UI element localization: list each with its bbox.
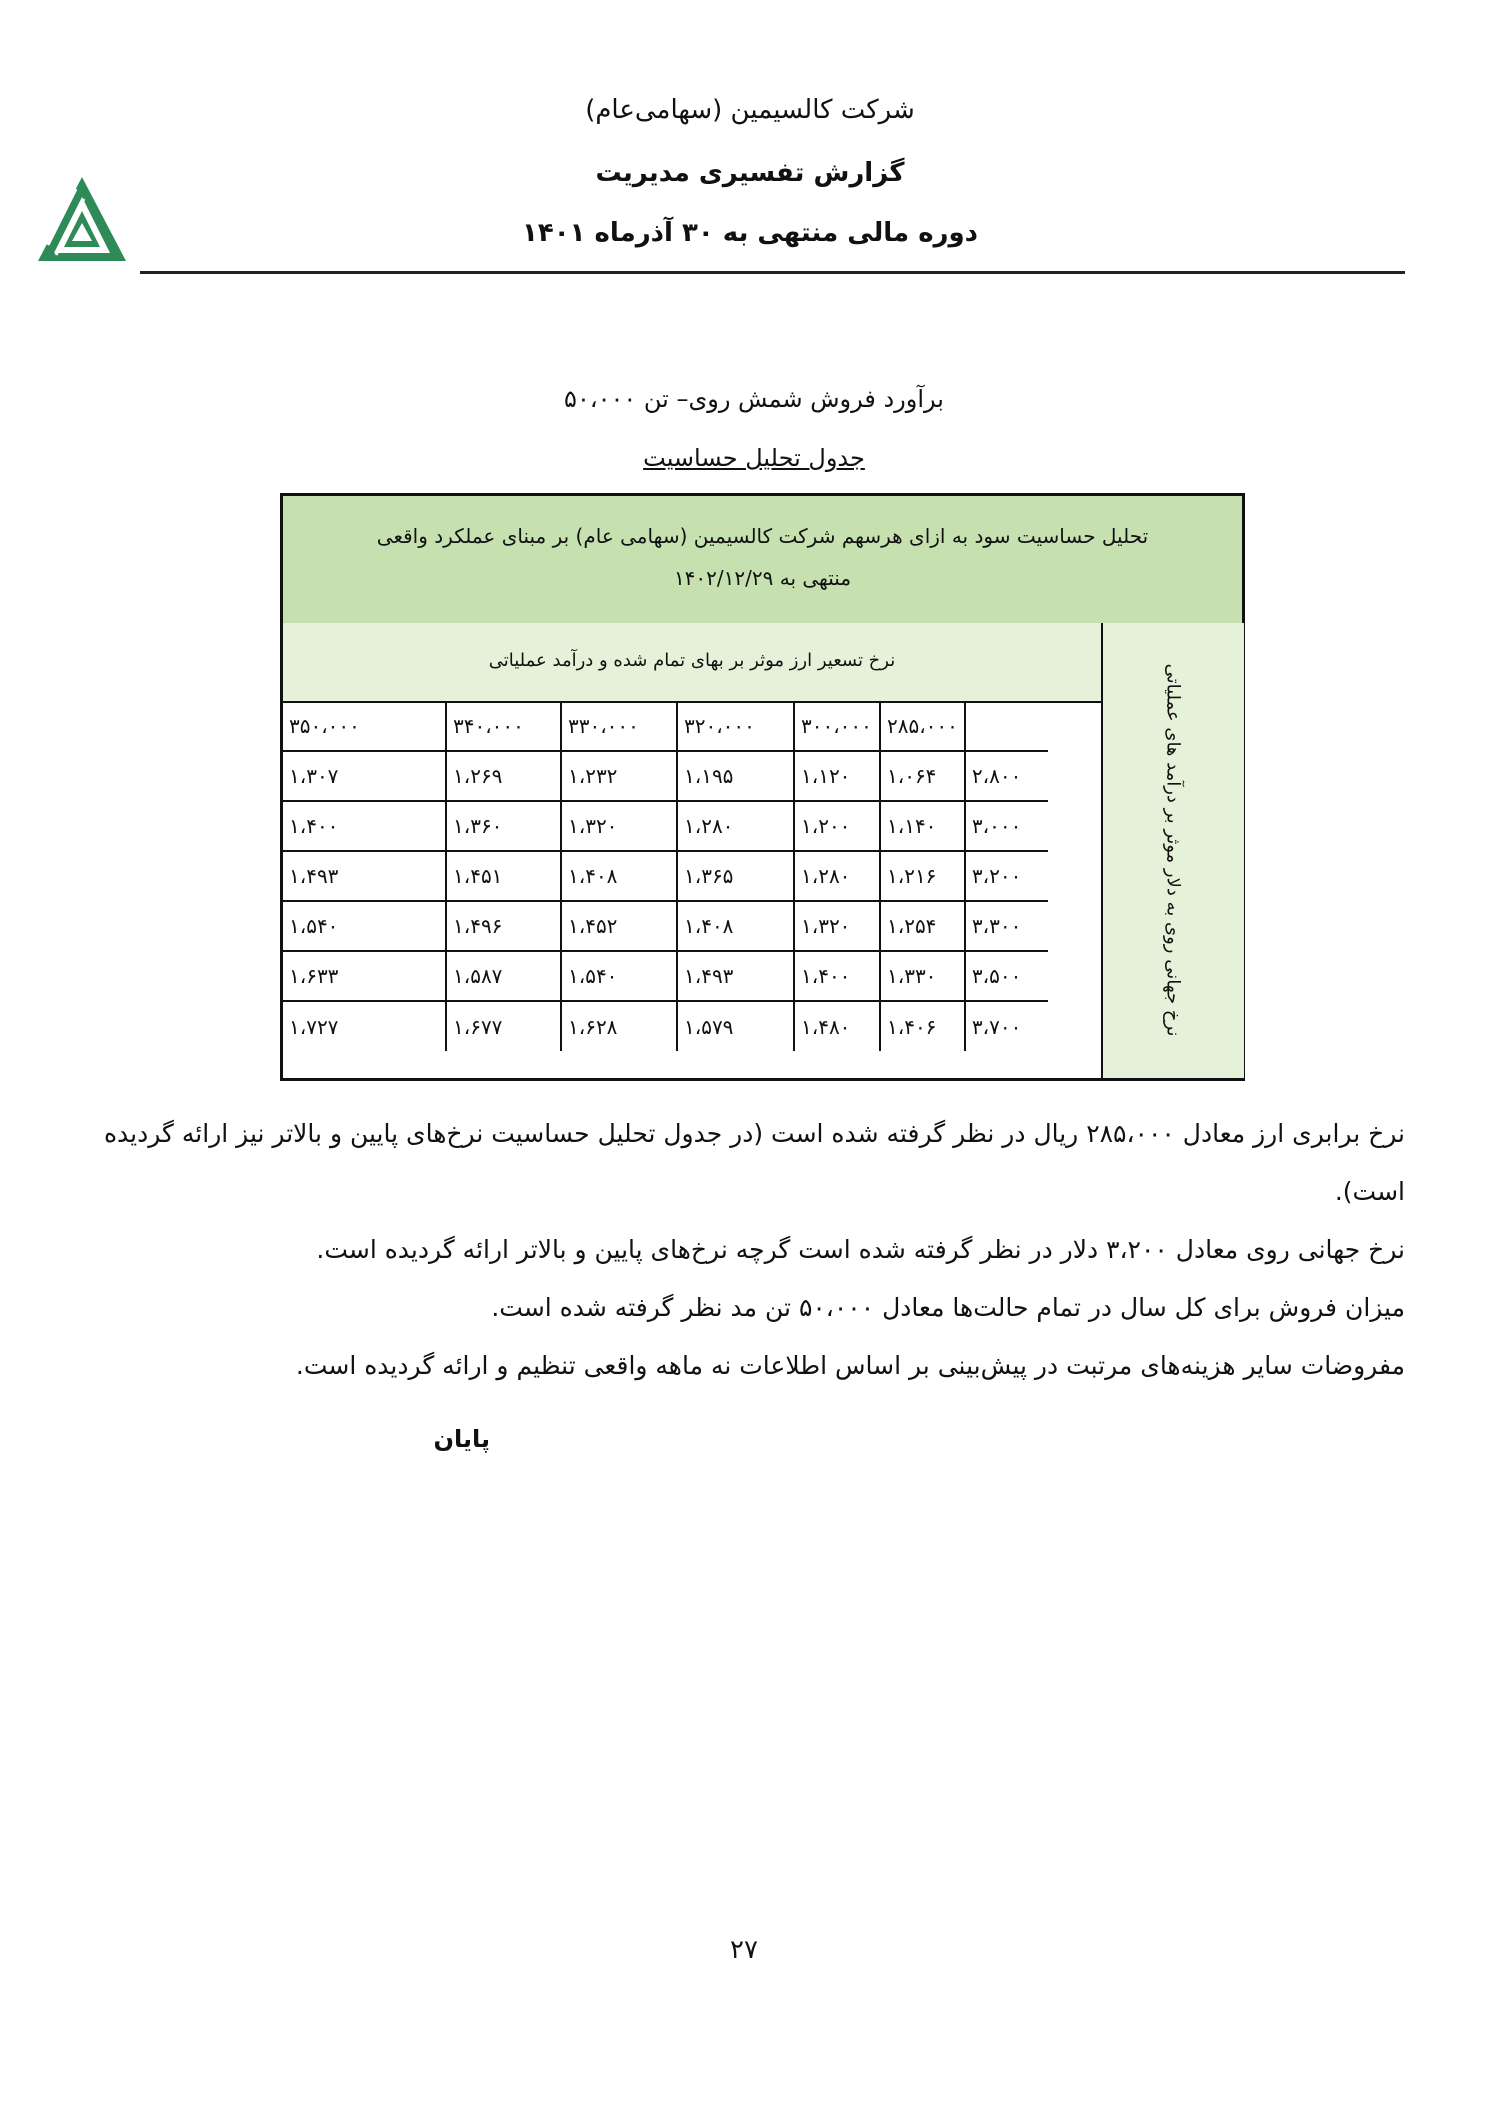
table-row — [283, 751, 1048, 801]
note-paragraph: میزان فروش برای کل سال در تمام حالت‌ها معادل ۵۰،۰۰۰ تن مد نظر گرفته شده است. — [491, 1293, 1405, 1322]
zinc-price-label: نرخ جهانی روی به دلار موثر بر درآمد های عملیاتی — [1162, 663, 1184, 1037]
column-header: ۳۳۰،۰۰۰ — [561, 701, 677, 751]
row-label: ۲،۸۰۰ — [965, 751, 1048, 801]
row-label: ۳،۵۰۰ — [965, 951, 1048, 1001]
table-title-line1: تحلیل حساسیت سود به ازای هرسهم شرکت کالسیمین (سهامی عام) بر مبنای عملکرد واقعی — [376, 524, 1149, 548]
table-row — [283, 1001, 1048, 1051]
table-cell: ۱،۲۵۴ — [880, 901, 965, 951]
table-cell: ۱،۳۰۷ — [283, 751, 446, 801]
assumption-notes — [90, 1105, 1405, 1395]
table-cell: ۱،۴۵۱ — [446, 851, 561, 901]
column-header: ۳۰۰،۰۰۰ — [794, 701, 880, 751]
column-header: ۳۴۰،۰۰۰ — [446, 701, 561, 751]
table-cell: ۱،۴۰۸ — [677, 901, 794, 951]
table-title — [283, 496, 1242, 625]
row-label: ۳،۰۰۰ — [965, 801, 1048, 851]
table-row — [283, 901, 1048, 951]
company-name: شرکت کالسیمین (سهامی‌عام) — [585, 95, 915, 125]
table-cell: ۱،۴۸۰ — [794, 1001, 880, 1051]
table-cell: ۱،۳۶۰ — [446, 801, 561, 851]
table-cell: ۱،۱۴۰ — [880, 801, 965, 851]
table-row — [283, 801, 1048, 851]
table-cell: ۱،۲۸۰ — [794, 851, 880, 901]
table-cell: ۱،۷۲۷ — [283, 1001, 446, 1051]
table-cell: ۱،۴۹۳ — [283, 851, 446, 901]
table-cell: ۱،۲۱۶ — [880, 851, 965, 901]
page-number: ۲۷ — [730, 1935, 758, 1965]
page-header — [0, 0, 1488, 280]
column-header: ۲۸۵،۰۰۰ — [880, 701, 965, 751]
table-cell: ۱،۴۰۰ — [794, 951, 880, 1001]
table-cell: ۱،۴۵۲ — [561, 901, 677, 951]
table-cell: ۱،۲۸۰ — [677, 801, 794, 851]
table-cell: ۱،۶۷۷ — [446, 1001, 561, 1051]
table-cell: ۱،۴۰۰ — [283, 801, 446, 851]
note-paragraph: نرخ برابری ارز معادل ۲۸۵،۰۰۰ ریال در نظر گرفته شده است (در جدول تحلیل حساسیت نرخ‌های پایین و بالاتر نیز ارائه گردیده است). — [103, 1119, 1405, 1206]
table-cell: ۱،۱۹۵ — [677, 751, 794, 801]
table-cell: ۱،۳۳۰ — [880, 951, 965, 1001]
company-logo-icon — [36, 175, 128, 263]
table-row — [283, 951, 1048, 1001]
table-cell: ۱،۳۲۰ — [794, 901, 880, 951]
table-cell: ۱،۲۰۰ — [794, 801, 880, 851]
table-cell: ۱،۴۹۶ — [446, 901, 561, 951]
table-cell: ۱،۵۴۰ — [283, 901, 446, 951]
note-paragraph: نرخ جهانی روی معادل ۳،۲۰۰ دلار در نظر گرفته شده است گرچه نرخ‌های پایین و بالاتر ارائه گردیده است. — [316, 1235, 1405, 1264]
row-label: ۳،۲۰۰ — [965, 851, 1048, 901]
sensitivity-grid — [283, 701, 1048, 1051]
row-label: ۳،۷۰۰ — [965, 1001, 1048, 1051]
section-subtitle: جدول تحلیل حساسیت — [643, 444, 865, 472]
table-cell: ۱،۴۰۸ — [561, 851, 677, 901]
table-cell: ۱،۲۶۹ — [446, 751, 561, 801]
table-cell: ۱،۱۲۰ — [794, 751, 880, 801]
table-cell: ۱،۴۰۶ — [880, 1001, 965, 1051]
table-cell: ۱،۳۶۵ — [677, 851, 794, 901]
table-cell: ۱،۲۳۲ — [561, 751, 677, 801]
column-header: ۳۲۰،۰۰۰ — [677, 701, 794, 751]
corner-cell — [965, 701, 1048, 751]
table-cell: ۱،۴۹۳ — [677, 951, 794, 1001]
table-row — [283, 701, 1048, 751]
table-cell: ۱،۰۶۴ — [880, 751, 965, 801]
table-cell: ۱،۵۸۷ — [446, 951, 561, 1001]
row-label: ۳،۳۰۰ — [965, 901, 1048, 951]
sensitivity-table — [280, 493, 1245, 1081]
table-cell: ۱،۵۷۹ — [677, 1001, 794, 1051]
report-period: دوره مالی منتهی به ۳۰ آذرماه ۱۴۰۱ — [521, 218, 979, 248]
table-title-line2: منتهی به ۱۴۰۲/۱۲/۲۹ — [673, 566, 852, 590]
header-divider — [140, 271, 1405, 274]
table-cell: ۱،۳۲۰ — [561, 801, 677, 851]
table-cell: ۱،۶۲۸ — [561, 1001, 677, 1051]
column-header: ۳۵۰،۰۰۰ — [283, 701, 446, 751]
table-cell: ۱،۵۴۰ — [561, 951, 677, 1001]
exchange-rate-header: نرخ تسعیر ارز موثر بر بهای تمام شده و درآمد عملیاتی — [283, 623, 1101, 703]
table-row — [283, 851, 1048, 901]
table-cell: ۱،۶۳۳ — [283, 951, 446, 1001]
report-title: گزارش تفسیری مدیریت — [595, 158, 905, 188]
zinc-price-axis — [1101, 623, 1244, 1078]
end-label: پایان — [433, 1425, 490, 1453]
section-title: برآورد فروش شمش روی– تن ۵۰،۰۰۰ — [564, 385, 944, 413]
note-paragraph: مفروضات سایر هزینه‌های مرتبت در پیش‌بینی بر اساس اطلاعات نه ماهه واقعی تنظیم و ارائه گردیده است. — [295, 1351, 1405, 1380]
